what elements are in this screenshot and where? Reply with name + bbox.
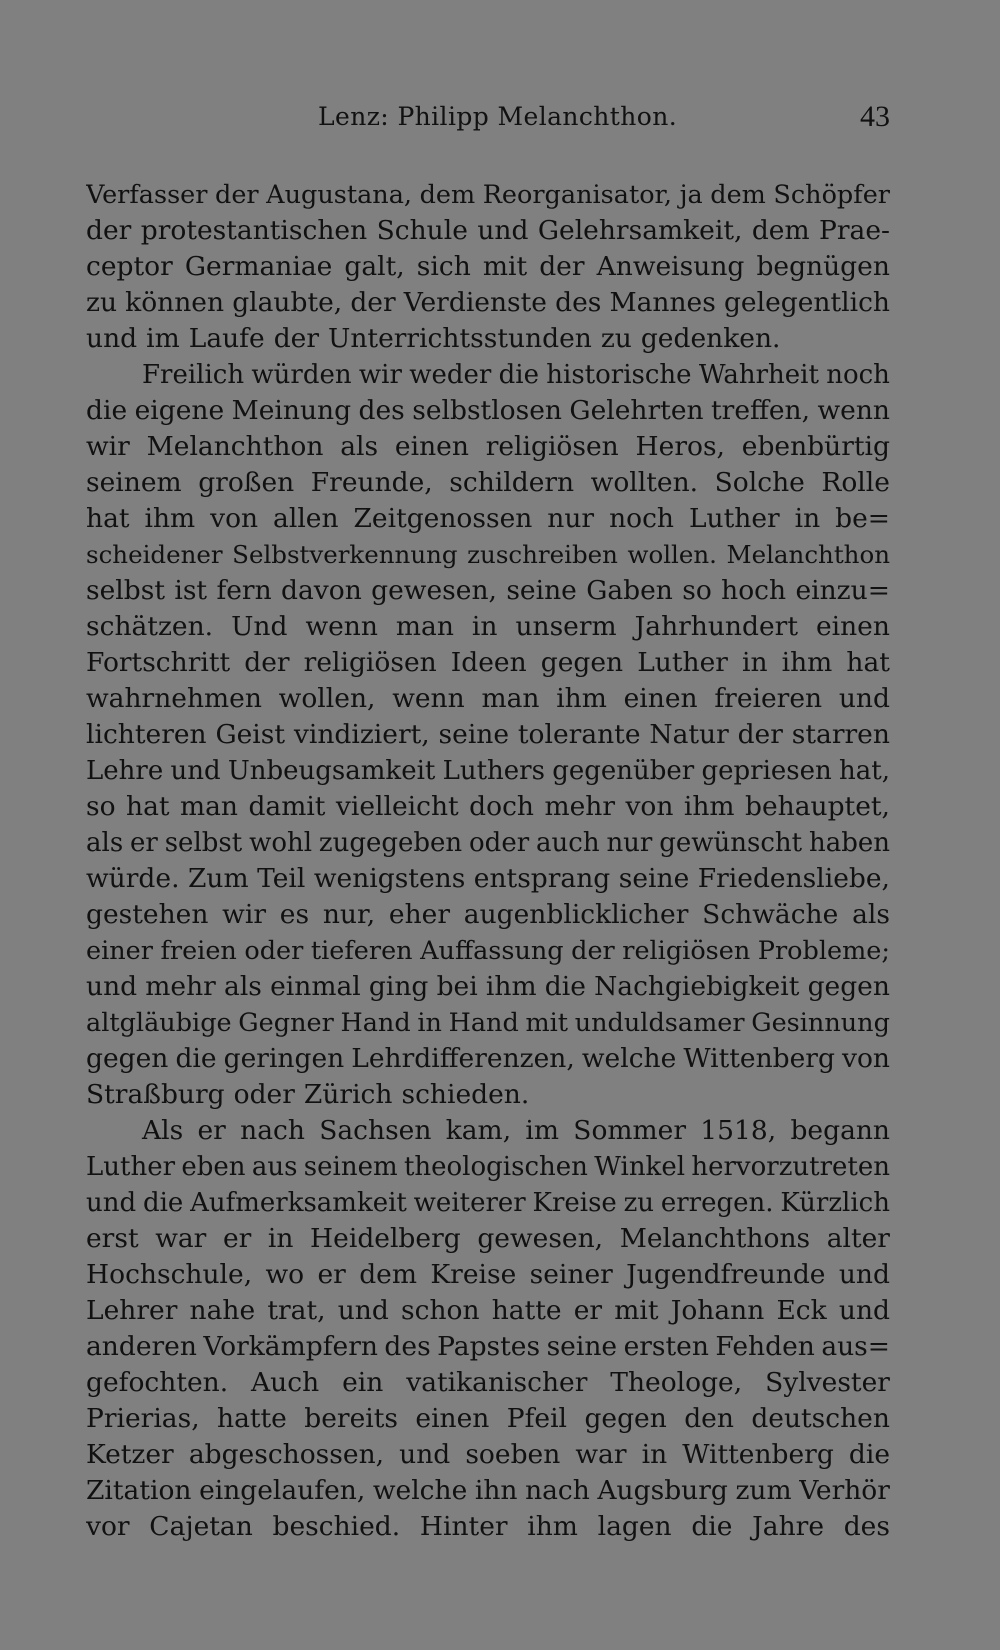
- text-line: Freilich würden wir weder die historische Wahrheit noch: [142, 360, 890, 390]
- text-line: Lehre und Unbeugsamkeit Luthers gegenüber gepriesen hat,: [86, 756, 890, 786]
- text-line: Prierias, hatte bereits einen Pfeil gegen den deutschen: [86, 1403, 890, 1434]
- running-head: Lenz: Philipp Melanchthon.: [318, 102, 678, 131]
- page-header: [86, 98, 890, 142]
- text-line: einer freien oder tieferen Auffassung der religiösen Probleme;: [86, 936, 890, 966]
- text-line: und mehr als einmal ging bei ihm die Nachgiebigkeit gegen: [86, 971, 890, 1002]
- text-line: erst war er in Heidelberg gewesen, Melanchthons alter: [86, 1223, 890, 1254]
- text-line: der protestantischen Schule und Gelehrsamkeit, dem Prae-: [86, 215, 890, 246]
- text-line: selbst ist fern davon gewesen, seine Gaben so hoch einzu=: [86, 575, 890, 606]
- text-line: zu können glaubte, der Verdienste des Mannes gelegentlich: [86, 287, 890, 318]
- text-line: wir Melanchthon als einen religiösen Heros, ebenbürtig: [86, 431, 890, 462]
- text-line: altgläubige Gegner Hand in Hand mit unduldsamer Gesinnung: [86, 1008, 890, 1038]
- text-line: Lehrer nahe trat, und schon hatte er mit Johann Eck und: [86, 1295, 890, 1326]
- text-line: und die Aufmerksamkeit weiterer Kreise zu erregen. Kürzlich: [86, 1188, 890, 1218]
- text-line: Verfasser der Augustana, dem Reorganisator, ja dem Schöpfer: [86, 180, 890, 210]
- text-line: scheidener Selbstverkennung zuschreiben wollen. Melanchthon: [86, 540, 890, 569]
- text-line: und im Laufe der Unterrichtsstunden zu gedenken.: [86, 323, 781, 354]
- text-line: gegen die geringen Lehrdifferenzen, welche Wittenberg von: [86, 1043, 890, 1074]
- text-line: so hat man damit vielleicht doch mehr von ihm behauptet,: [86, 791, 890, 822]
- page-number: 43: [860, 100, 890, 133]
- text-line: seinem großen Freunde, schildern wollten. Solche Rolle: [86, 467, 890, 498]
- text-line: als er selbst wohl zugegeben oder auch nur gewünscht haben: [86, 828, 890, 858]
- text-line: Luther eben aus seinem theologischen Winkel hervorzutreten: [86, 1152, 890, 1182]
- text-line: gestehen wir es nur, eher augenblicklicher Schwäche als: [86, 899, 890, 930]
- text-line: Hochschule, wo er dem Kreise seiner Jugendfreunde und: [86, 1259, 890, 1290]
- text-line: Ketzer abgeschossen, und soeben war in Wittenberg die: [86, 1439, 890, 1470]
- text-line: schätzen. Und wenn man in unserm Jahrhundert einen: [86, 611, 890, 642]
- text-line: wahrnehmen wollen, wenn man ihm einen freieren und: [86, 683, 890, 714]
- text-line: vor Cajetan beschied. Hinter ihm lagen die Jahre des: [86, 1511, 890, 1542]
- text-line: Fortschritt der religiösen Ideen gegen Luther in ihm hat: [86, 647, 890, 678]
- text-line: ceptor Germaniae galt, sich mit der Anweisung begnügen: [86, 251, 890, 282]
- text-line: die eigene Meinung des selbstlosen Gelehrten treffen, wenn: [86, 395, 890, 426]
- text-line: würde. Zum Teil wenigstens entsprang seine Friedensliebe,: [86, 863, 890, 894]
- text-line: Zitation eingelaufen, welche ihn nach Augsburg zum Verhör: [86, 1475, 890, 1506]
- text-line: Straßburg oder Zürich schieden.: [86, 1079, 530, 1110]
- text-line: Als er nach Sachsen kam, im Sommer 1518, begann: [142, 1115, 890, 1146]
- text-line: hat ihm von allen Zeitgenossen nur noch Luther in be=: [86, 503, 890, 534]
- body-text: [86, 177, 890, 1545]
- text-line: anderen Vorkämpfern des Papstes seine ersten Fehden aus=: [86, 1331, 890, 1362]
- text-line: gefochten. Auch ein vatikanischer Theologe, Sylvester: [86, 1367, 890, 1398]
- text-line: lichteren Geist vindiziert, seine tolerante Natur der starren: [86, 719, 890, 750]
